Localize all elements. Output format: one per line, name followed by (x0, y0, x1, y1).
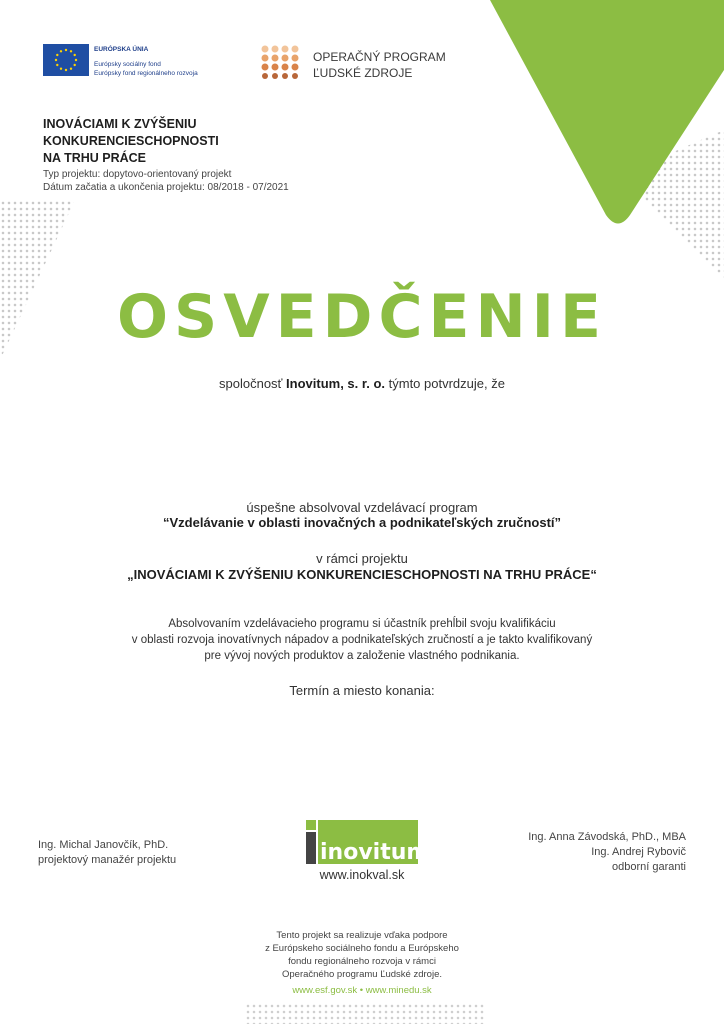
footer-line4: Operačného programu Ľudské zdroje. (281, 969, 442, 980)
inovitum-logo (306, 820, 430, 865)
eu-logo-text (94, 45, 198, 78)
project-title (43, 116, 303, 167)
project-title-line1: INOVÁCIAMI K ZVÝŠENIU (43, 117, 197, 131)
project-type: Typ projektu: dopytovo-orientovaný projekt (43, 169, 232, 180)
footer-line1: Tento projekt sa realizuje vďaka podpore (276, 930, 448, 941)
project-meta (43, 168, 289, 194)
program-intro: úspešne absolvoval vzdelávací program (246, 500, 478, 515)
description-line1: Absolvovaním vzdelávacieho programu si účastník prehĺbil svoju kvalifikáciu (168, 618, 556, 630)
link-separator: • (357, 985, 366, 996)
eu-union-label: EURÓPSKA ÚNIA (94, 46, 149, 53)
esf-label: Európsky sociálny fond (94, 61, 161, 68)
footer-line3: fondu regionálneho rozvoja v rámci (288, 956, 436, 967)
op-line1: OPERAČNÝ PROGRAM (313, 50, 446, 64)
op-logo-dots-icon (260, 45, 302, 79)
inovitum-url[interactable]: www.inokval.sk (319, 868, 405, 882)
inovitum-logo-text: inovitum (320, 840, 430, 865)
footer-links (0, 985, 724, 996)
qualification-description (0, 616, 724, 664)
project-title-line3: NA TRHU PRÁCE (43, 151, 147, 165)
term-label: Termín a miesto konania: (289, 683, 435, 698)
signature-right (528, 830, 686, 875)
project-dates: Dátum začatia a ukončenia projektu: 08/2018 - 07/2021 (43, 182, 289, 193)
minedu-link[interactable]: www.minedu.sk (365, 985, 432, 996)
footer-funding-note (0, 929, 724, 981)
guarantor-name-1: Ing. Anna Závodská, PhD., MBA (528, 831, 686, 843)
decorative-dots-bottom (245, 1003, 485, 1024)
project-title-line2: KONKURENCIESCHOPNOSTI (43, 134, 219, 148)
green-triangle-decoration (490, 0, 724, 225)
manager-name: Ing. Michal Janovčík, PhD. (38, 839, 169, 851)
confirmation-text (0, 376, 724, 391)
guarantor-name-2: Ing. Andrej Rybovič (591, 846, 686, 858)
manager-role: projektový manažér projektu (38, 854, 177, 866)
confirmation-pre: spoločnosť (219, 376, 287, 391)
erdf-label: Európsky fond regionálneho rozvoja (94, 70, 198, 77)
description-line2: v oblasti rozvoja inovatívnych nápadov a podnikateľských zručností a je takto kvalifikovaný (131, 634, 593, 646)
company-name: Inovitum, s. r. o. (286, 376, 386, 391)
op-logo-text (313, 49, 446, 81)
program-name: “Vzdelávanie v oblasti inovačných a podnikateľských zručností” (162, 515, 562, 530)
guarantor-role: odborní garanti (612, 861, 686, 873)
project-name: „INOVÁCIAMI K ZVÝŠENIU KONKURENCIESCHOPNOSTI NA TRHU PRÁCE“ (127, 567, 597, 582)
footer-line2: z Európskeho sociálneho fondu a Európskeho (265, 943, 459, 954)
confirmation-post: týmto potvrdzuje, že (385, 376, 505, 391)
project-intro: v rámci projektu (316, 551, 408, 566)
esf-link[interactable]: www.esf.gov.sk (292, 985, 358, 996)
description-line3: pre vývoj nových produktov a založenie vlastného podnikania. (204, 650, 520, 662)
op-line2: ĽUDSKÉ ZDROJE (313, 66, 413, 80)
certificate-title: OSVEDČENIE (117, 282, 607, 352)
signature-left (38, 838, 176, 868)
eu-flag-icon (43, 44, 89, 76)
